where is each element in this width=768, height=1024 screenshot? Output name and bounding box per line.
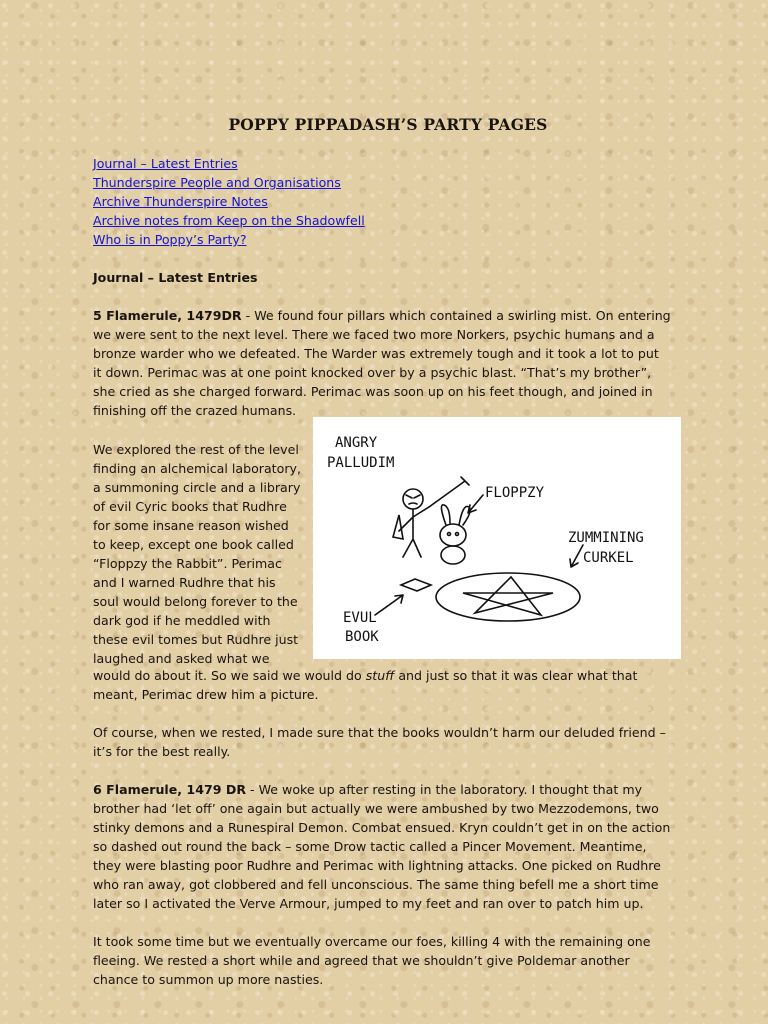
- journal-entry-5: [93, 932, 683, 989]
- sketch-label: EVUL: [343, 610, 377, 626]
- entry-text: we were sent to the next level. There we faced two more Norkers, psychic humans and a: [93, 327, 655, 342]
- section-heading: Journal – Latest Entries: [93, 270, 258, 285]
- entry-text: to keep, except one book called: [93, 537, 294, 552]
- entry-text: it’s for the best really.: [93, 744, 231, 759]
- nav-link-people[interactable]: Thunderspire People and Organisations: [93, 175, 341, 190]
- paladin-head: [403, 489, 423, 509]
- entry-text: they were blasting poor Rudhre and Perimac with lightning attacks. One picked on Rudhre: [93, 858, 661, 873]
- entry-text: laughed and asked what we: [93, 651, 270, 666]
- entry-text: it down. Perimac was at one point knocked over by a psychic blast. “That’s my brother”,: [93, 365, 652, 380]
- entry-text: - We woke up after resting in the laboratory. I thought that my: [246, 782, 643, 797]
- entry-emphasis: stuff: [365, 668, 395, 683]
- entry-text: and I warned Rudhre that his: [93, 575, 276, 590]
- entry-text: and just so that it was clear what that: [394, 668, 638, 683]
- entry-text: stinky demons and a Runespiral Demon. Combat ensued. Kryn couldn’t get in on the action: [93, 820, 671, 835]
- nav-links: [93, 154, 365, 249]
- sketch-label: PALLUDIM: [327, 455, 395, 471]
- entry-text: she cried as she charged forward. Perimac was soon up on his feet though, and joined in: [93, 384, 653, 399]
- entry-text: bronze warder who we defeated. The Warder was extremely tough and it took a lot to put: [93, 346, 659, 361]
- nav-link-party[interactable]: Who is in Poppy’s Party?: [93, 232, 247, 247]
- journal-entry-2: [93, 440, 303, 668]
- journal-entry-2-tail: [93, 666, 683, 704]
- entry-text: meant, Perimac drew him a picture.: [93, 687, 319, 702]
- entry-text: a summoning circle and a library: [93, 480, 301, 495]
- sketch-label: CURKEL: [583, 550, 634, 566]
- entry-text: who ran away, got clobbered and fell unconscious. The same thing befell me a short time: [93, 877, 659, 892]
- entry-date: 5 Flamerule, 1479DR: [93, 308, 242, 323]
- journal-entry-4: [93, 780, 683, 913]
- nav-link-archive-thunderspire[interactable]: Archive Thunderspire Notes: [93, 194, 268, 209]
- sketch-drawing: [313, 417, 681, 659]
- entry-text: for some insane reason wished: [93, 518, 289, 533]
- entry-text: finding an alchemical laboratory,: [93, 461, 301, 476]
- sketch-label: BOOK: [345, 629, 379, 645]
- entry-text: soul would belong forever to the: [93, 594, 298, 609]
- nav-link-archive-shadowfell[interactable]: Archive notes from Keep on the Shadowfell: [93, 213, 365, 228]
- entry-text: fleeing. We rested a short while and agreed that we shouldn’t give Poldemar another: [93, 953, 630, 968]
- entry-text: would do about it. So we said we would do: [93, 668, 366, 683]
- entry-text: dark god if he meddled with: [93, 613, 271, 628]
- nav-link-journal[interactable]: Journal – Latest Entries: [93, 156, 238, 171]
- hand-drawn-sketch: [313, 417, 681, 659]
- entry-date: 6 Flamerule, 1479 DR: [93, 782, 247, 797]
- page-title: POPPY PIPPADASH’S PARTY PAGES: [228, 115, 548, 134]
- entry-text: so dashed out round the back – some Drow tactic called a Pincer Movement. Meantime,: [93, 839, 647, 854]
- entry-text: later so I activated the Verve Armour, jumped to my feet and ran over to patch him up.: [93, 896, 644, 911]
- entry-text: brother had ‘let off’ one again but actually we were ambushed by two Mezzodemons, two: [93, 801, 659, 816]
- journal-entry-3: [93, 723, 683, 761]
- entry-text: We explored the rest of the level: [93, 442, 299, 457]
- journal-entry-1: [93, 306, 683, 420]
- entry-text: of evil Cyric books that Rudhre: [93, 499, 287, 514]
- entry-text: finishing off the crazed humans.: [93, 403, 297, 418]
- entry-text: It took some time but we eventually overcame our foes, killing 4 with the remaining one: [93, 934, 651, 949]
- entry-text: “Floppzy the Rabbit”. Perimac: [93, 556, 282, 571]
- entry-text: chance to summon up more nasties.: [93, 972, 324, 987]
- entry-text: - We found four pillars which contained a swirling mist. On entering: [241, 308, 671, 323]
- sketch-label: ANGRY: [335, 435, 378, 451]
- entry-text: these evil tomes but Rudhre just: [93, 632, 299, 647]
- sketch-label: FLOPPZY: [485, 485, 545, 501]
- entry-text: Of course, when we rested, I made sure that the books wouldn’t harm our deluded friend –: [93, 725, 666, 740]
- sketch-label: ZUMMINING: [568, 530, 644, 546]
